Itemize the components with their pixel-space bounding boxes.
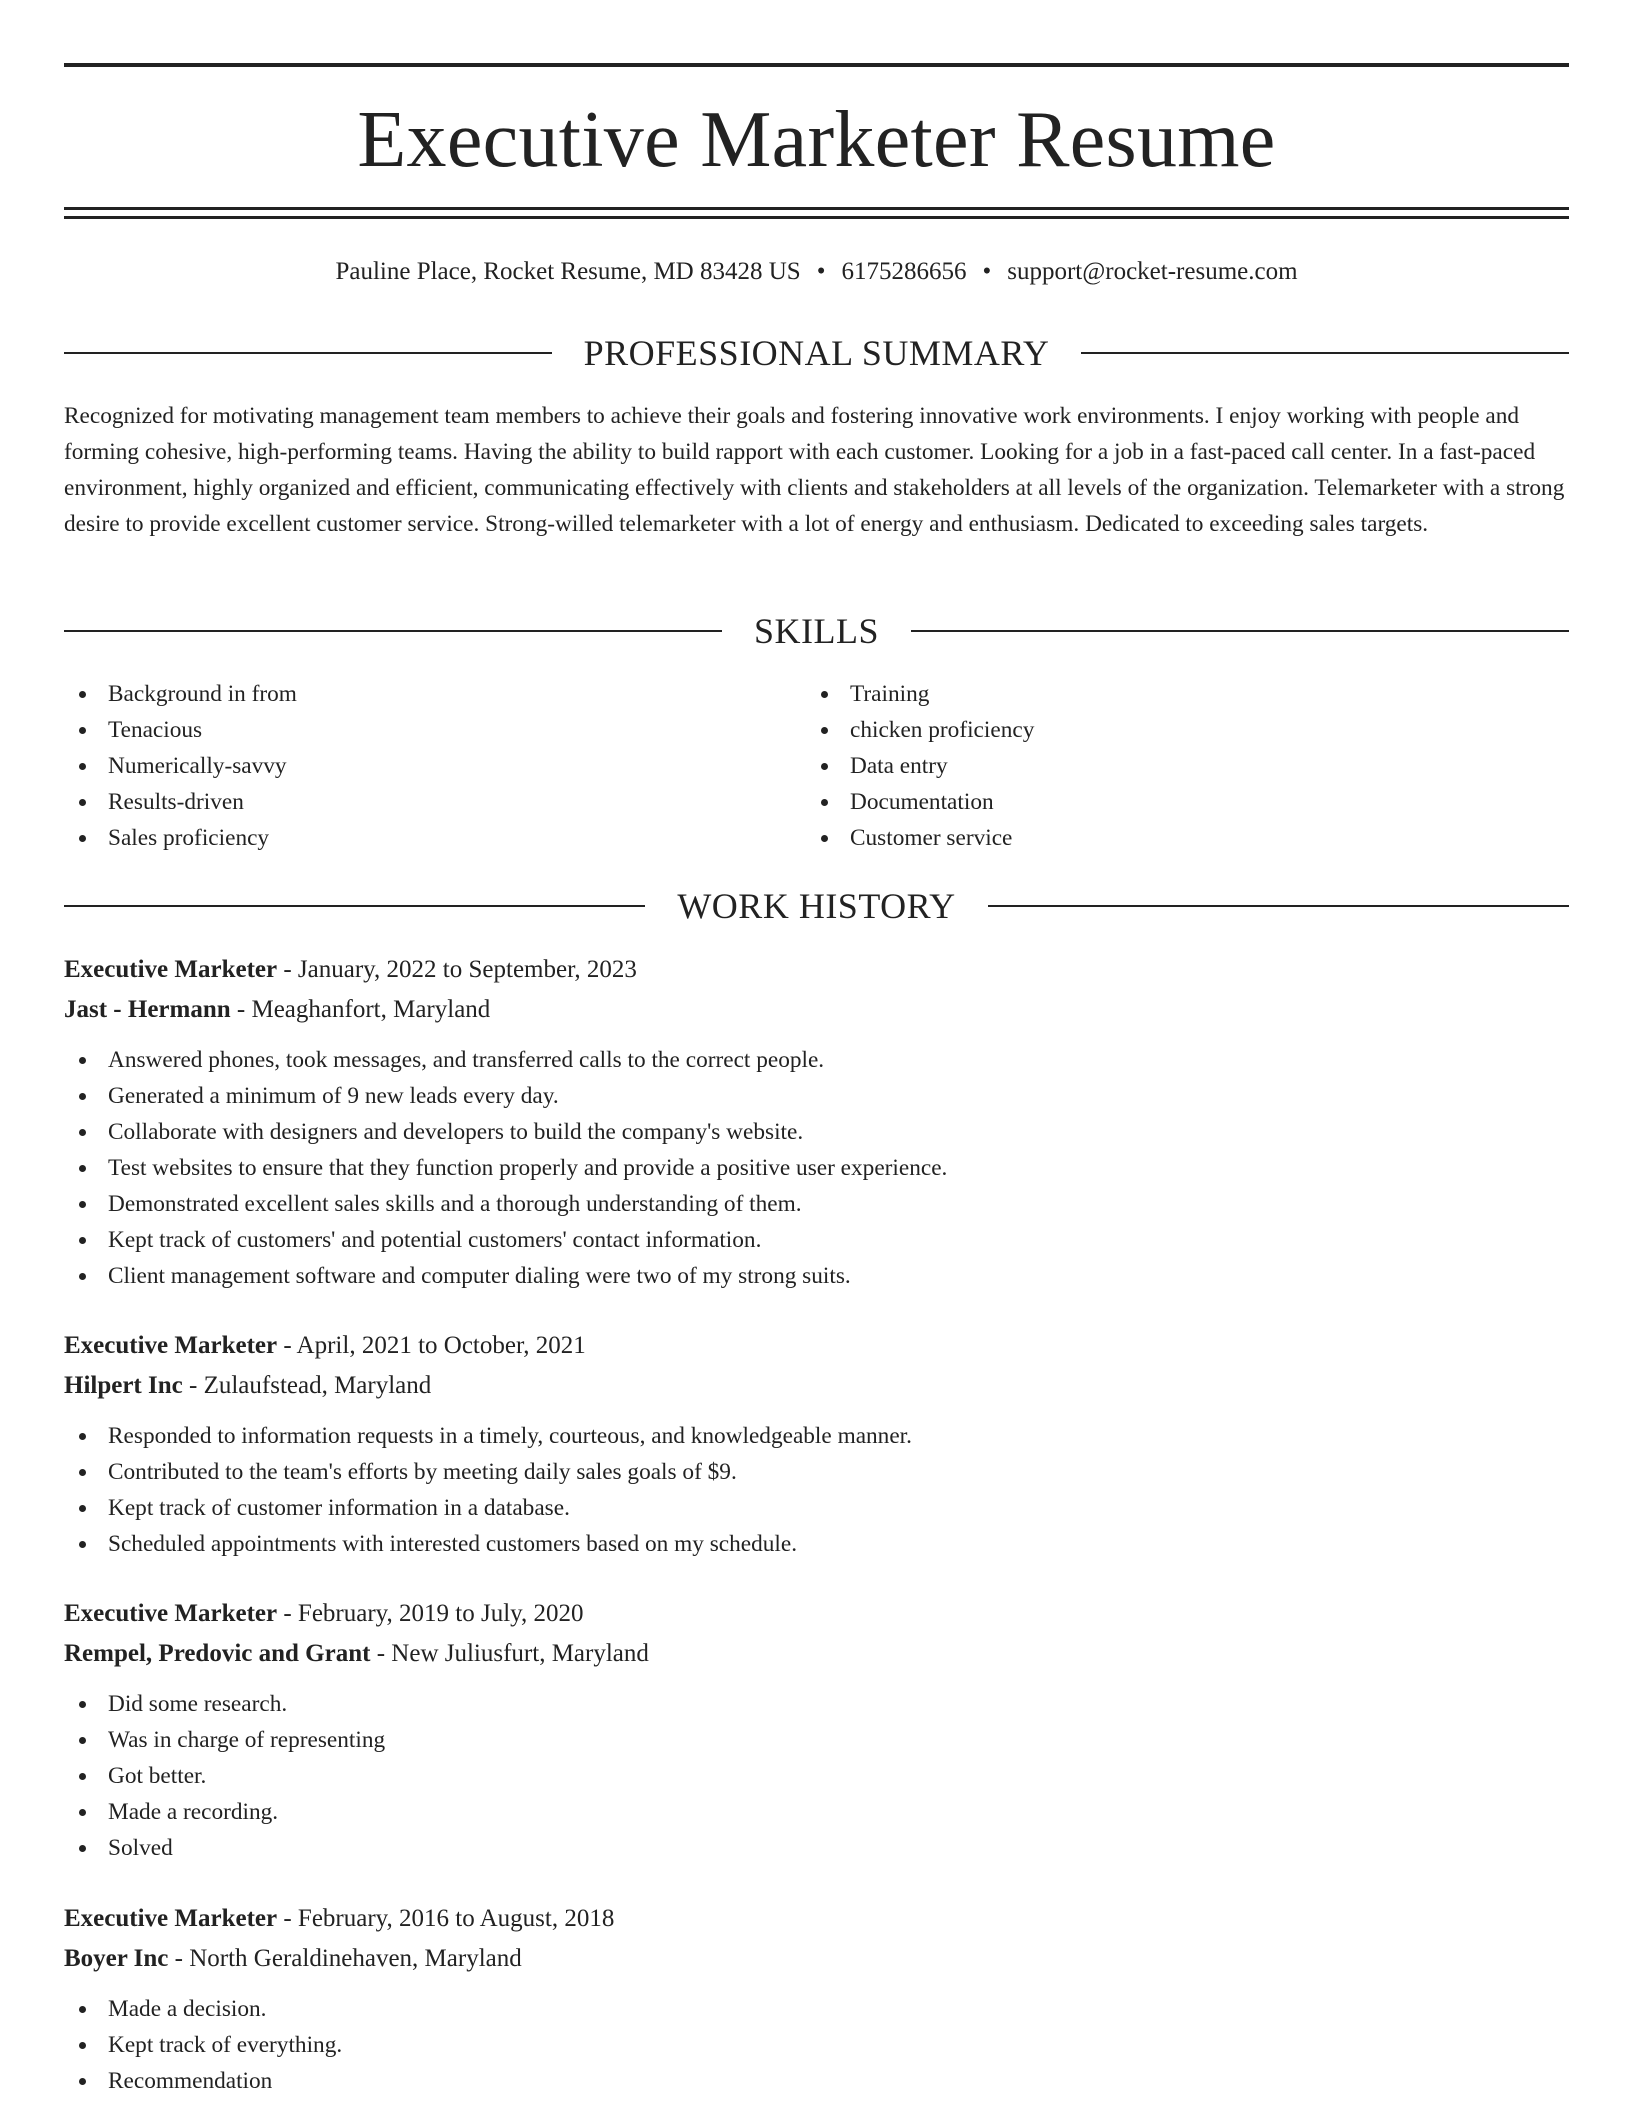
heading-rule-right [988, 905, 1569, 907]
header-double-rule-lower [64, 216, 1569, 219]
skill-item: Sales proficiency [64, 820, 764, 856]
work-heading-label: WORK HISTORY [677, 886, 956, 926]
work-section-heading [64, 884, 1569, 928]
skills-heading-label: SKILLS [754, 611, 880, 651]
skill-item: Training [806, 676, 1506, 712]
job-company: Jast - Hermann [64, 996, 231, 1023]
job-company-line [64, 1366, 1569, 1406]
contact-line [64, 254, 1569, 290]
job-company: Rempel, Predovic and Grant [64, 1640, 371, 1667]
job-bullet: Contributed to the team's efforts by meeting daily sales goals of $9. [64, 1454, 1569, 1490]
job-entry [64, 1326, 1569, 1562]
skill-item: Customer service [806, 820, 1506, 856]
job-title: Executive Marketer [64, 956, 278, 983]
job-company-line [64, 990, 1569, 1030]
heading-rule-right [1081, 352, 1569, 354]
job-bullet: Client management software and computer dialing were two of my strong suits. [64, 1258, 1569, 1294]
contact-phone: 6175286656 [841, 258, 967, 285]
job-title: Executive Marketer [64, 1600, 278, 1627]
skills-list-left [64, 676, 764, 856]
job-bullet: Answered phones, took messages, and transferred calls to the correct people. [64, 1042, 1569, 1078]
job-dates: - January, 2022 to September, 2023 [277, 956, 637, 983]
contact-separator: • [982, 258, 992, 285]
job-bullet: Made a decision. [64, 1991, 1569, 2027]
job-title-line [64, 1594, 1569, 1634]
heading-rule-right [911, 630, 1569, 632]
job-entry [64, 1594, 1569, 1866]
job-location: - Meaghanfort, Maryland [230, 996, 491, 1023]
job-title-line [64, 1899, 1569, 1939]
skill-item: Data entry [806, 748, 1506, 784]
skills-list-right [806, 676, 1506, 856]
job-location: - Zulaufstead, Maryland [182, 1372, 432, 1399]
job-dates: - February, 2019 to July, 2020 [277, 1600, 584, 1627]
header-top-rule [64, 63, 1569, 67]
job-bullet: Test websites to ensure that they function properly and provide a positive user experience. [64, 1150, 1569, 1186]
job-company-line [64, 1939, 1569, 1979]
job-company-line [64, 1634, 1569, 1674]
job-location: - New Juliusfurt, Maryland [370, 1640, 649, 1667]
job-title-line [64, 1326, 1569, 1366]
job-title-line [64, 950, 1569, 990]
summary-text: Recognized for motivating management team members to achieve their goals and fostering innovative work environments. I enjoy working with people and forming cohesive, high-performing teams. Having the ability to build rapport with each customer. Looking for a job in a fast-paced call center. In a fast-paced environment, highly organized and efficient, communicating effectively with clients and stakeholders at all levels of the organization. Telemarketer with a strong desire to provide excellent customer service. Strong-willed telemarketer with a lot of energy and enthusiasm. Dedicated to exceeding sales targets. [64, 403, 1565, 537]
job-bullet: Scheduled appointments with interested customers based on my schedule. [64, 1526, 1569, 1562]
job-bullet: Responded to information requests in a timely, courteous, and knowledgeable manner. [64, 1418, 1569, 1454]
job-bullet: Solved [64, 1830, 1569, 1866]
skill-item: Numerically-savvy [64, 748, 764, 784]
skill-item: Results-driven [64, 784, 764, 820]
summary-section-heading [64, 331, 1569, 375]
job-bullets [64, 1686, 1569, 1866]
job-bullet: Collaborate with designers and developers to build the company's website. [64, 1114, 1569, 1150]
job-bullet: Recommendation [64, 2063, 1569, 2099]
job-bullet: Kept track of everything. [64, 2027, 1569, 2063]
heading-rule-left [64, 352, 552, 354]
job-dates: - February, 2016 to August, 2018 [277, 1905, 615, 1932]
job-bullet: Generated a minimum of 9 new leads every day. [64, 1078, 1569, 1114]
job-entry [64, 950, 1569, 1294]
job-company: Boyer Inc [64, 1945, 169, 1972]
job-bullet: Kept track of customer information in a database. [64, 1490, 1569, 1526]
header-double-rule-upper [64, 207, 1569, 210]
skill-item: Tenacious [64, 712, 764, 748]
job-bullet: Made a recording. [64, 1794, 1569, 1830]
skill-item: chicken proficiency [806, 712, 1506, 748]
job-title: Executive Marketer [64, 1332, 278, 1359]
resume-title: Executive Marketer Resume [357, 96, 1276, 184]
heading-rule-left [64, 630, 722, 632]
job-bullet: Was in charge of representing [64, 1722, 1569, 1758]
job-bullet: Demonstrated excellent sales skills and a thorough understanding of them. [64, 1186, 1569, 1222]
summary-heading-label: PROFESSIONAL SUMMARY [583, 333, 1050, 373]
job-dates: - April, 2021 to October, 2021 [277, 1332, 586, 1359]
heading-rule-left [64, 905, 645, 907]
contact-separator: • [816, 258, 826, 285]
job-location: - North Geraldinehaven, Maryland [168, 1945, 522, 1972]
contact-address: Pauline Place, Rocket Resume, MD 83428 US [335, 258, 801, 285]
job-bullets [64, 1991, 1569, 2099]
job-bullets [64, 1042, 1569, 1294]
skills-section-heading [64, 609, 1569, 653]
job-company: Hilpert Inc [64, 1372, 183, 1399]
skill-item: Documentation [806, 784, 1506, 820]
job-bullet: Got better. [64, 1758, 1569, 1794]
job-bullet: Did some research. [64, 1686, 1569, 1722]
job-bullets [64, 1418, 1569, 1562]
contact-email: support@rocket-resume.com [1007, 258, 1298, 285]
job-title: Executive Marketer [64, 1905, 278, 1932]
job-entry [64, 1899, 1569, 2099]
job-bullet: Kept track of customers' and potential customers' contact information. [64, 1222, 1569, 1258]
skill-item: Background in from [64, 676, 764, 712]
